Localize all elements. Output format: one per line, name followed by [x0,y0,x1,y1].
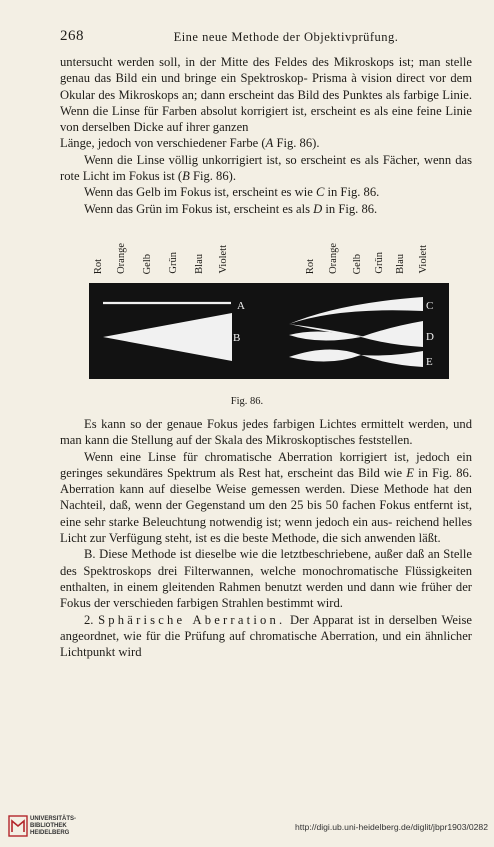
p7-line-3: welche monochromatische Flüssigkeiten enthalten, in einem [60,563,473,594]
label-right-gruen: Grün [374,252,385,274]
spectrum-drawing [89,283,449,379]
label-left-violett: Violett [218,245,229,274]
library-logo-icon [8,815,28,837]
paragraph-4 [60,201,472,217]
p7-line-1: B. Diese Methode ist dieselbe wie die letztbeschriebene, [84,547,372,562]
p6-line-3: das Bild wie [337,465,407,480]
p5-line-2: ermittelt werden, und man kann die Stellung auf der Skala [60,417,472,448]
page-header [60,28,472,48]
spectrum-figure [89,283,449,379]
p7-line-2: außer daß an Stelle des Spektroskops drei Filterwannen, [60,547,472,578]
running-title: Eine neue Methode der Objektivprüfung. [173,30,399,44]
label-left-rot: Rot [93,258,104,274]
p1-line-6: als eine feine Linie von derselben Dicke auf ihrer ganzen [60,103,472,135]
p2-line-2: Fächer, wenn das rote Licht im Fokus ist ( [60,152,472,184]
p6-line-2: jedoch ein geringes sekundäres Spektrum als Rest hat, erscheint [60,449,473,480]
paragraph-2 [60,152,472,185]
p4-tail: in Fig. 86. [322,201,378,216]
library-name-line-3: HEIDELBERG [30,830,70,836]
spectrum-labels [0,230,494,274]
source-url[interactable]: http://digi.ub.uni-heidelberg.de/diglit/jbpr1903/0282 [294,822,488,832]
p4-text: Wenn das Grün im Fokus ist, erscheint es als [84,201,314,216]
shape-e [289,349,423,367]
library-name-line-1: UNIVERSITÄTS- [30,816,77,822]
figure-caption: Fig. 86. [230,396,264,407]
paragraph-5 [60,416,472,449]
paragraph-3 [60,184,472,200]
p6-letter-e: E [406,465,414,480]
p1-line-1: untersucht werden soll, in der Mitte des Feldes des Mikroskops [60,55,394,69]
p4-letter-d: D [313,201,323,216]
p6-line-6: sehr starke Beleuchtung notwendig ist; wenn jedoch ein aus- [84,514,393,529]
p3-tail: in Fig. 86. [324,185,380,200]
p8-line-3: chromatische Aberration, und ein ähnlicher Lichtpunkt wird [60,628,472,660]
shape-d [289,321,423,347]
p7-line-4: gleitenden Rahmen benutzt werden und dann wie früher der [162,579,473,594]
p1-line-4: dann erscheint das Bild des Punktes als farbige Linie. Wenn [60,87,472,118]
p3-text: Wenn das Gelb im Fokus ist, erscheint es wie [84,185,316,200]
label-left-gelb: Gelb [142,253,153,274]
letter-c: C [426,300,434,312]
p5-line-3: des Mikroskoptisches feststellen. [245,433,413,448]
p2-line-2-tail: Fig. 86). [189,169,236,184]
p8-line-2: in derselben Weise angeordnet, wie für die Prüfung auf [60,612,472,643]
p8-num: 2. [84,612,94,627]
p7-line-5: Fokus der verschieden farbigen Strahlen bestimmt wird. [60,596,343,611]
paragraph-1 [60,54,472,152]
label-right-rot: Rot [305,258,316,274]
p6-line-1: Wenn eine Linse für chromatische Aberration korrigiert ist, [84,449,410,464]
paragraph-6 [60,449,472,547]
page-footer [0,812,494,842]
p1-line-3: Prisma à vision direct vor dem Okular des Mikroskops an; [60,71,472,102]
letter-a: A [237,300,245,312]
p2-letter-b: B [182,169,190,184]
text-block-lower [60,416,472,660]
p6-line-5: der Gegenstand um den 25 bis 50 fachen Fokus entfernt ist, eine [60,498,472,529]
library-name-line-2: BIBLIOTHEK [30,823,67,829]
p5-line-1: Es kann so der genaue Fokus jedes farbigen Lichtes [84,417,357,431]
label-left-gruen: Grün [168,252,179,274]
p6-line-7: reichend helles Licht zur Verfügung steht, ist es die beste [60,514,472,546]
paragraph-8 [60,612,472,661]
label-right-gelb: Gelb [352,253,363,274]
p1-letter-a: A [265,136,274,151]
p1-line-7-tail: Fig. 86). [273,136,320,151]
label-left-blau: Blau [194,254,205,274]
p2-line-1: Wenn die Linse völlig unkorrigiert ist, so erscheint es als [84,152,379,167]
fan-b [103,313,232,361]
shape-c-upper [289,297,423,324]
label-right-orange: Orange [328,243,339,274]
label-left-orange: Orange [116,243,127,274]
p1-line-5: die Linse für Farben absolut korrigiert ist, erscheint es [92,103,371,118]
letter-d: D [426,331,434,343]
paragraph-7 [60,546,472,611]
letter-b: B [233,332,241,344]
p8-tail: Der Apparat ist [285,612,370,627]
letter-e: E [426,356,433,368]
p6-line-3-tail: in Fig. 86. Aberration kann auf dieselbe Weise [60,465,472,497]
library-name [30,816,76,837]
p6-line-4: gemessen werden. Diese Methode hat den Nachteil, daß, wenn [60,482,472,513]
text-block-upper [60,54,472,217]
page-number: 268 [60,28,84,44]
library-logo[interactable] [8,815,28,842]
p1-line-2: ist; man stelle genau das Bild ein und bringe ein Spektroskop- [60,55,472,86]
label-right-blau: Blau [395,254,406,274]
p1-line-7: Länge, jedoch von verschiedener Farbe ( [60,136,266,151]
p8-section-title: Sphärische Aberration. [98,612,286,627]
label-right-violett: Violett [418,245,429,274]
p6-line-8: Methode, die sich anwenden läßt. [271,531,441,546]
p3-letter-c: C [315,185,325,200]
